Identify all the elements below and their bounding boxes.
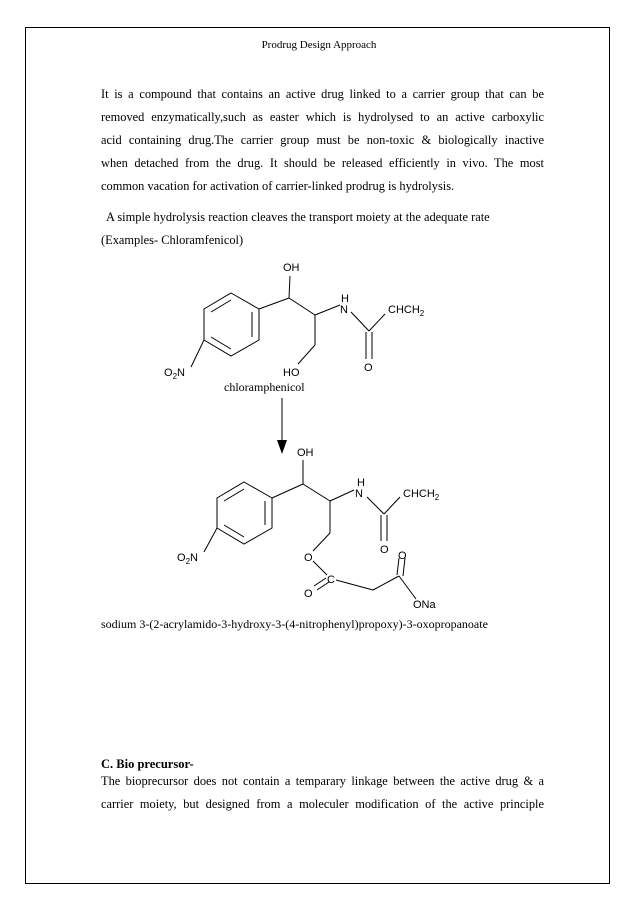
- s2-chch2-label: $CHCH_2$: [403, 488, 440, 502]
- chloramphenicol-structure: [191, 276, 385, 367]
- bio-line-1: The bioprecursor does not contain a temparary linkage between the active drug & a: [101, 774, 544, 788]
- s2-n-label: N: [355, 488, 363, 500]
- prodrug-caption: sodium 3-(2-acrylamido-3-hydroxy-3-(4-nitrophenyl)propoxy)-3-oxopropanoate: [101, 617, 488, 631]
- intro-line-2: removed enzymatically,such as easter which is hydrolysed to an active carboxylic: [101, 110, 544, 124]
- intro-line-4: when detached from the drug. It should be released efficiently in vivo. The most: [101, 156, 544, 170]
- bio-line-2: carrier moiety, but designed from a moleculer modification of the active principle: [101, 797, 544, 811]
- section-heading: C. Bio precursor-: [101, 757, 194, 771]
- s2-ester-carbonyl-o-label: O: [304, 588, 313, 600]
- s1-nitro-label: $O_2N$: [164, 367, 185, 381]
- s2-acid-carbonyl-o-label: O: [398, 550, 407, 562]
- s1-oh-label: OH: [283, 262, 300, 274]
- prodrug-structure: [204, 460, 416, 599]
- s1-n-label: N: [340, 304, 348, 316]
- page-header: Prodrug Design Approach: [261, 39, 377, 51]
- s2-ester-o-label: O: [304, 552, 313, 564]
- s1-chch2-label: $CHCH_2$: [388, 304, 425, 318]
- s2-amide-o-label: O: [380, 544, 389, 556]
- intro-line-5: common vacation for activation of carrier-linked prodrug is hydrolysis.: [101, 179, 455, 193]
- s2-nitro-label: $O_2N$: [177, 552, 198, 566]
- s2-nh-h-label: H: [357, 477, 365, 489]
- s1-nh-h-label: H: [341, 293, 349, 305]
- s1-ho-label: HO: [283, 367, 300, 379]
- examples-line: (Examples- Chloramfenicol): [101, 233, 244, 247]
- intro-line-3: acid containing drug.The carrier group must be non-toxic & biologically inactive: [101, 133, 544, 147]
- s2-ester-c-label: C: [327, 574, 335, 586]
- s1-carbonyl-o-label: O: [364, 362, 373, 374]
- hydrolysis-line: A simple hydrolysis reaction cleaves the transport moiety at the adequate rate: [106, 210, 490, 224]
- chloramphenicol-caption: chloramphenicol: [224, 380, 305, 394]
- reaction-arrow-head: [277, 440, 287, 454]
- s2-ona-label: ONa: [413, 599, 436, 611]
- s2-oh-label: OH: [297, 447, 314, 459]
- intro-line-1: It is a compound that contains an active drug linked to a carrier group that can be: [101, 87, 544, 101]
